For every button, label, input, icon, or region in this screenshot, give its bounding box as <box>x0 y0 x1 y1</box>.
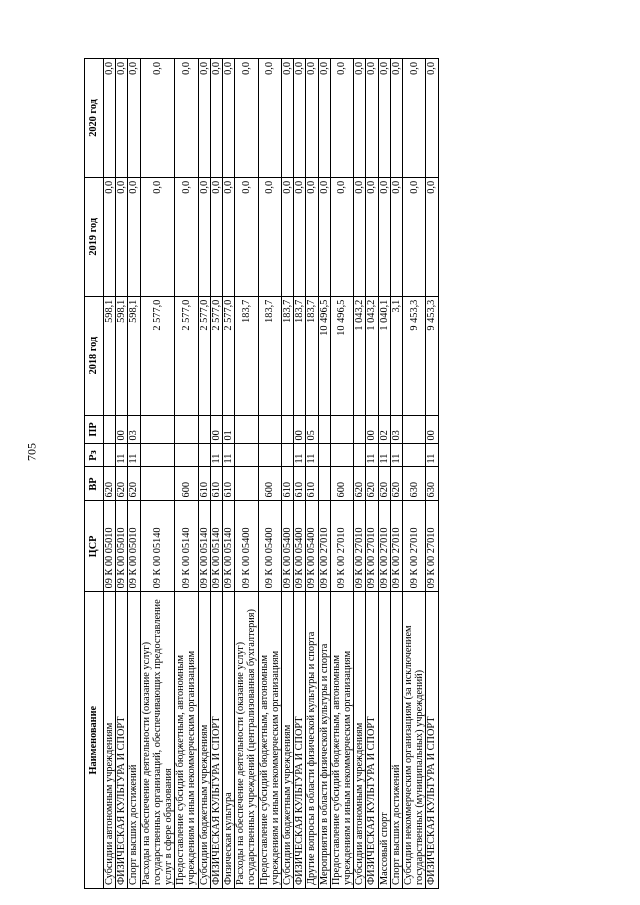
table-row <box>294 59 306 889</box>
cell-y2019: 0,0 <box>104 177 116 296</box>
cell-csr: 09 К 00 05140 <box>175 501 198 592</box>
cell-y2020: 0,0 <box>426 59 438 178</box>
cell-name: Субсидии бюджетным учреждениям <box>198 592 210 889</box>
cell-rz: 11 <box>210 444 222 467</box>
cell-name: Субсидии некоммерческим организациям (за исключением государственных (муниципальных) учреждений) <box>403 592 426 889</box>
cell-rz: 11 <box>128 444 140 467</box>
cell-y2018: 2 577,0 <box>223 296 235 415</box>
cell-vr: 630 <box>403 467 426 501</box>
header-pr: ПР <box>85 415 104 444</box>
cell-y2020: 0,0 <box>175 59 198 178</box>
cell-vr: 630 <box>426 467 438 501</box>
page-number: 705 <box>24 443 39 461</box>
header-rz: Рз <box>85 444 104 467</box>
cell-name: ФИЗИЧЕСКАЯ КУЛЬТУРА И СПОРТ <box>210 592 222 889</box>
cell-pr <box>403 415 426 444</box>
cell-csr: 09 К 00 27010 <box>403 501 426 592</box>
cell-vr: 620 <box>378 467 390 501</box>
cell-csr: 09 К 00 27010 <box>390 501 402 592</box>
budget-table-container <box>84 58 564 889</box>
cell-vr: 610 <box>282 467 294 501</box>
cell-pr <box>235 415 258 444</box>
cell-pr: 00 <box>366 415 378 444</box>
cell-vr: 610 <box>294 467 306 501</box>
cell-csr: 09 К 00 27010 <box>330 501 353 592</box>
cell-vr: 620 <box>128 467 140 501</box>
cell-y2019: 0,0 <box>235 177 258 296</box>
cell-rz <box>403 444 426 467</box>
cell-csr: 09 К 00 27010 <box>354 501 366 592</box>
cell-rz <box>258 444 281 467</box>
cell-name: Мероприятия в области физической культуры и спорта <box>318 592 330 889</box>
cell-y2018: 598,1 <box>116 296 128 415</box>
cell-pr <box>175 415 198 444</box>
cell-csr: 09 К 00 27010 <box>426 501 438 592</box>
cell-y2019: 0,0 <box>294 177 306 296</box>
table-row <box>318 59 330 889</box>
cell-y2019: 0,0 <box>282 177 294 296</box>
cell-y2020: 0,0 <box>116 59 128 178</box>
cell-name: Массовый спорт <box>378 592 390 889</box>
cell-vr <box>140 467 175 501</box>
cell-vr: 620 <box>116 467 128 501</box>
cell-y2019: 0,0 <box>354 177 366 296</box>
cell-vr: 610 <box>210 467 222 501</box>
cell-y2020: 0,0 <box>140 59 175 178</box>
cell-y2019: 0,0 <box>330 177 353 296</box>
cell-rz <box>104 444 116 467</box>
cell-pr <box>258 415 281 444</box>
cell-rz <box>330 444 353 467</box>
cell-csr: 09 К 00 05010 <box>116 501 128 592</box>
table-row <box>104 59 116 889</box>
cell-name: Расходы на обеспечение деятельности (оказание услуг) государственных учреждений (централизованная бухгалтерия) <box>235 592 258 889</box>
cell-csr: 09 К 00 05010 <box>104 501 116 592</box>
cell-y2019: 0,0 <box>140 177 175 296</box>
cell-y2019: 0,0 <box>390 177 402 296</box>
cell-name: ФИЗИЧЕСКАЯ КУЛЬТУРА И СПОРТ <box>116 592 128 889</box>
table-row <box>426 59 438 889</box>
header-csr: ЦСР <box>85 501 104 592</box>
cell-rz <box>198 444 210 467</box>
cell-name: Другие вопросы в области физической культуры и спорта <box>306 592 318 889</box>
cell-vr: 620 <box>366 467 378 501</box>
table-row <box>354 59 366 889</box>
cell-y2019: 0,0 <box>116 177 128 296</box>
cell-csr: 09 К 00 05400 <box>282 501 294 592</box>
cell-name: Субсидии автономным учреждениям <box>104 592 116 889</box>
cell-y2020: 0,0 <box>235 59 258 178</box>
cell-rz: 11 <box>306 444 318 467</box>
cell-pr: 00 <box>294 415 306 444</box>
cell-y2018: 2 577,0 <box>198 296 210 415</box>
cell-y2019: 0,0 <box>223 177 235 296</box>
cell-y2018: 2 577,0 <box>210 296 222 415</box>
cell-y2018: 9 453,3 <box>426 296 438 415</box>
cell-pr: 00 <box>210 415 222 444</box>
cell-y2019: 0,0 <box>198 177 210 296</box>
cell-rz <box>354 444 366 467</box>
cell-rz <box>318 444 330 467</box>
cell-csr: 09 К 00 05140 <box>140 501 175 592</box>
cell-y2020: 0,0 <box>318 59 330 178</box>
cell-rz: 11 <box>116 444 128 467</box>
cell-y2019: 0,0 <box>258 177 281 296</box>
table-row <box>390 59 402 889</box>
cell-y2018: 183,7 <box>294 296 306 415</box>
cell-y2018: 2 577,0 <box>175 296 198 415</box>
table-row <box>366 59 378 889</box>
cell-y2018: 183,7 <box>306 296 318 415</box>
cell-name: ФИЗИЧЕСКАЯ КУЛЬТУРА И СПОРТ <box>366 592 378 889</box>
header-vr: ВР <box>85 467 104 501</box>
cell-pr <box>354 415 366 444</box>
cell-y2020: 0,0 <box>378 59 390 178</box>
cell-y2019: 0,0 <box>128 177 140 296</box>
cell-vr: 600 <box>175 467 198 501</box>
cell-csr: 09 К 00 27010 <box>318 501 330 592</box>
cell-csr: 09 К 00 05140 <box>223 501 235 592</box>
table-row <box>306 59 318 889</box>
cell-csr: 09 К 00 05400 <box>258 501 281 592</box>
cell-y2020: 0,0 <box>104 59 116 178</box>
cell-name: Предоставление субсидий бюджетным, автономным учреждениям и иным некоммерческим организациям <box>330 592 353 889</box>
cell-rz: 11 <box>378 444 390 467</box>
cell-pr: 03 <box>390 415 402 444</box>
cell-name: Предоставление субсидий бюджетным, автономным учреждениям и иным некоммерческим организациям <box>258 592 281 889</box>
cell-y2020: 0,0 <box>282 59 294 178</box>
cell-y2020: 0,0 <box>306 59 318 178</box>
table-row <box>378 59 390 889</box>
cell-name: Субсидии автономным учреждениям <box>354 592 366 889</box>
cell-pr <box>282 415 294 444</box>
cell-name: Предоставление субсидий бюджетным, автономным учреждениям и иным некоммерческим организациям <box>175 592 198 889</box>
cell-csr: 09 К 00 05400 <box>235 501 258 592</box>
cell-name: ФИЗИЧЕСКАЯ КУЛЬТУРА И СПОРТ <box>426 592 438 889</box>
cell-y2018: 1 043,2 <box>354 296 366 415</box>
cell-vr: 600 <box>258 467 281 501</box>
cell-vr: 620 <box>104 467 116 501</box>
cell-vr <box>235 467 258 501</box>
cell-y2020: 0,0 <box>390 59 402 178</box>
cell-y2019: 0,0 <box>306 177 318 296</box>
cell-rz: 11 <box>294 444 306 467</box>
table-row <box>235 59 258 889</box>
cell-y2020: 0,0 <box>223 59 235 178</box>
cell-name: Физическая культура <box>223 592 235 889</box>
table-row <box>175 59 198 889</box>
cell-csr: 09 К 00 05400 <box>306 501 318 592</box>
cell-csr: 09 К 00 05010 <box>128 501 140 592</box>
table-row <box>128 59 140 889</box>
cell-rz: 11 <box>223 444 235 467</box>
cell-rz <box>175 444 198 467</box>
cell-y2018: 10 496,5 <box>330 296 353 415</box>
cell-y2018: 598,1 <box>104 296 116 415</box>
budget-table <box>84 58 439 889</box>
cell-y2018: 3,1 <box>390 296 402 415</box>
cell-vr: 610 <box>306 467 318 501</box>
cell-pr: 00 <box>116 415 128 444</box>
cell-y2020: 0,0 <box>403 59 426 178</box>
cell-y2018: 598,1 <box>128 296 140 415</box>
cell-pr: 05 <box>306 415 318 444</box>
cell-vr: 620 <box>354 467 366 501</box>
header-2019: 2019 год <box>85 177 104 296</box>
cell-y2018: 183,7 <box>258 296 281 415</box>
table-row <box>116 59 128 889</box>
cell-csr: 09 К 00 27010 <box>366 501 378 592</box>
table-row <box>258 59 281 889</box>
cell-y2018: 1 040,1 <box>378 296 390 415</box>
cell-vr: 620 <box>390 467 402 501</box>
cell-pr <box>104 415 116 444</box>
table-body <box>104 59 439 889</box>
cell-pr <box>140 415 175 444</box>
table-header-row <box>85 59 104 889</box>
cell-rz <box>235 444 258 467</box>
cell-y2018: 10 496,5 <box>318 296 330 415</box>
cell-y2018: 183,7 <box>235 296 258 415</box>
cell-y2020: 0,0 <box>366 59 378 178</box>
cell-y2018: 183,7 <box>282 296 294 415</box>
cell-y2020: 0,0 <box>210 59 222 178</box>
cell-y2020: 0,0 <box>330 59 353 178</box>
header-2018: 2018 год <box>85 296 104 415</box>
cell-csr: 09 К 00 27010 <box>378 501 390 592</box>
cell-pr <box>318 415 330 444</box>
cell-csr: 09 К 00 05400 <box>294 501 306 592</box>
cell-vr: 610 <box>198 467 210 501</box>
cell-rz: 11 <box>390 444 402 467</box>
table-row <box>140 59 175 889</box>
cell-name: Спорт высших достижений <box>128 592 140 889</box>
cell-y2019: 0,0 <box>210 177 222 296</box>
table-row <box>330 59 353 889</box>
cell-y2020: 0,0 <box>294 59 306 178</box>
cell-name: Спорт высших достижений <box>390 592 402 889</box>
cell-pr: 02 <box>378 415 390 444</box>
table-row <box>403 59 426 889</box>
cell-pr: 01 <box>223 415 235 444</box>
cell-name: Субсидии бюджетным учреждениям <box>282 592 294 889</box>
cell-pr <box>198 415 210 444</box>
cell-csr: 09 К 00 05140 <box>210 501 222 592</box>
cell-rz: 11 <box>366 444 378 467</box>
cell-y2019: 0,0 <box>378 177 390 296</box>
cell-y2019: 0,0 <box>403 177 426 296</box>
cell-rz <box>282 444 294 467</box>
cell-y2019: 0,0 <box>426 177 438 296</box>
header-name: Наименование <box>85 592 104 889</box>
cell-name: ФИЗИЧЕСКАЯ КУЛЬТУРА И СПОРТ <box>294 592 306 889</box>
cell-y2020: 0,0 <box>354 59 366 178</box>
cell-y2018: 1 043,2 <box>366 296 378 415</box>
cell-rz <box>140 444 175 467</box>
cell-y2019: 0,0 <box>366 177 378 296</box>
table-row <box>198 59 210 889</box>
cell-pr <box>330 415 353 444</box>
cell-y2019: 0,0 <box>318 177 330 296</box>
cell-name: Расходы на обеспечение деятельности (оказание услуг) государственных организаций, обеспечивающих предоставление услуг в сфере образования <box>140 592 175 889</box>
cell-vr: 610 <box>223 467 235 501</box>
cell-pr: 00 <box>426 415 438 444</box>
cell-y2020: 0,0 <box>258 59 281 178</box>
header-2020: 2020 год <box>85 59 104 178</box>
cell-rz: 11 <box>426 444 438 467</box>
cell-y2018: 9 453,3 <box>403 296 426 415</box>
cell-vr: 600 <box>330 467 353 501</box>
table-row <box>282 59 294 889</box>
table-row <box>223 59 235 889</box>
cell-y2018: 2 577,0 <box>140 296 175 415</box>
cell-y2020: 0,0 <box>198 59 210 178</box>
cell-csr: 09 К 00 05140 <box>198 501 210 592</box>
cell-y2020: 0,0 <box>128 59 140 178</box>
table-row <box>210 59 222 889</box>
cell-pr: 03 <box>128 415 140 444</box>
cell-y2019: 0,0 <box>175 177 198 296</box>
cell-vr <box>318 467 330 501</box>
